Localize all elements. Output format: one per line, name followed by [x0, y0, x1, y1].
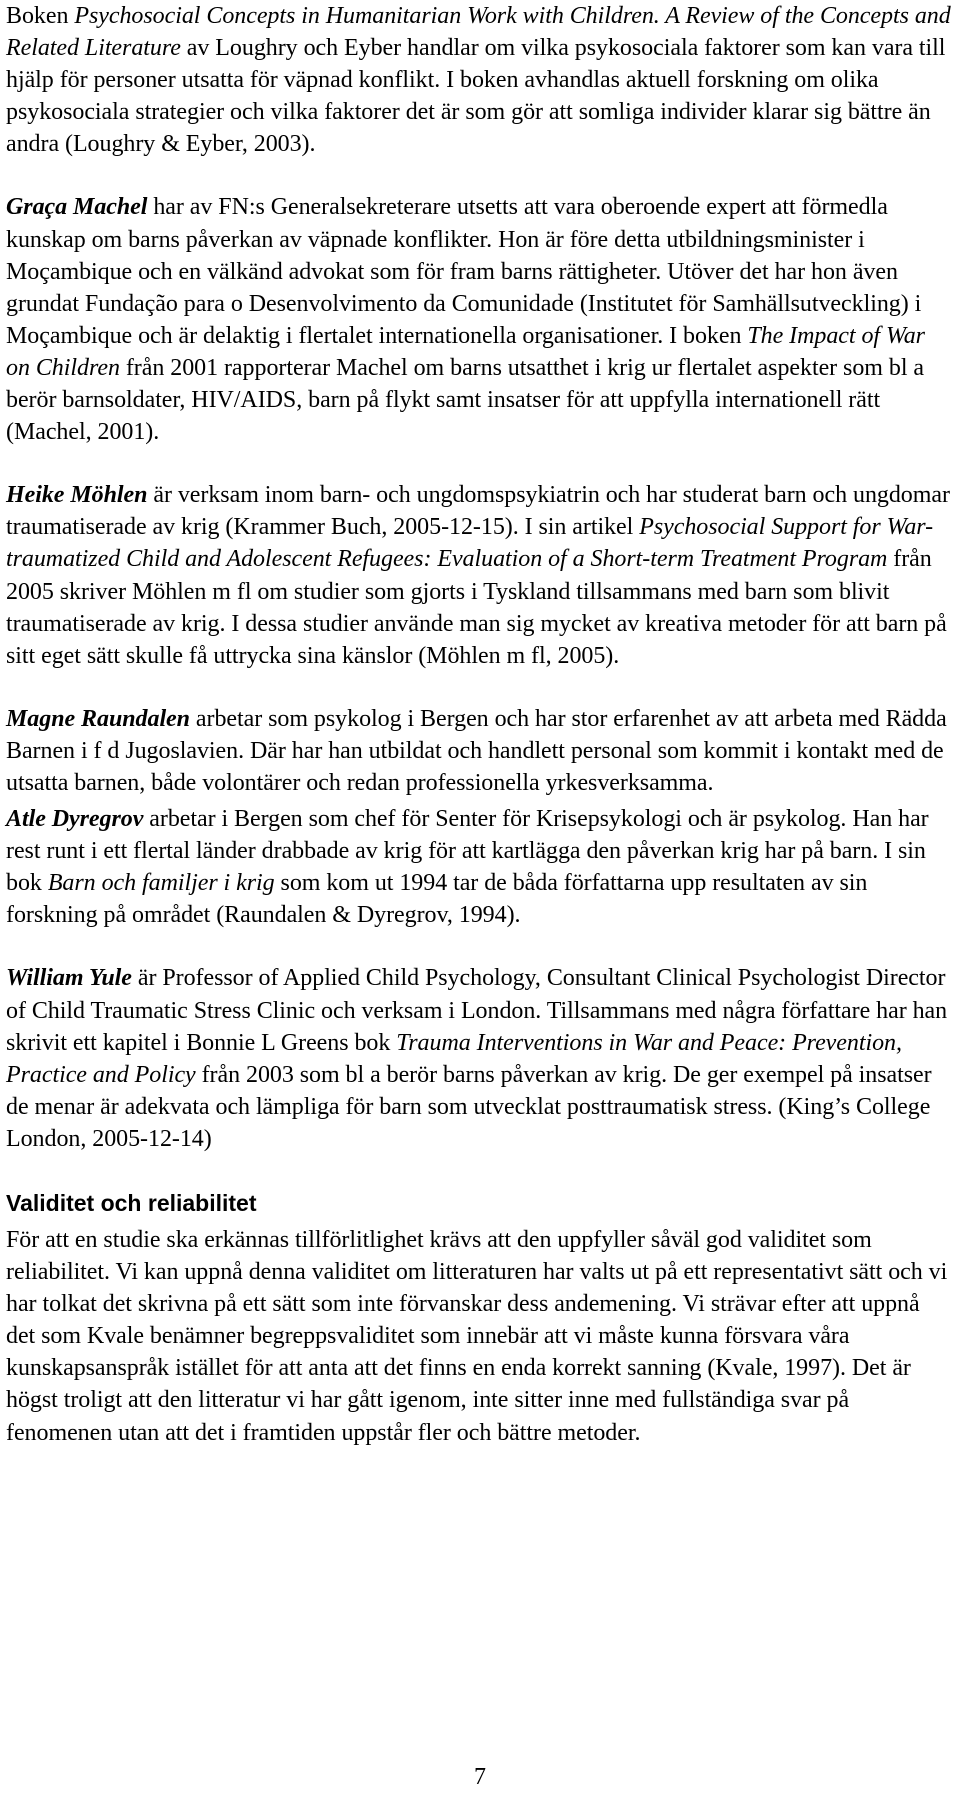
text-segment: arbetar i Bergen som chef för Senter för Krisepsykologi och är psykolog. Han har rest runt i ett flertal länder drabbade av krig för att kartlägga den påverkan krig har på barn. I sin bok — [6, 806, 929, 897]
book-title: Psychosocial Concepts in Humanitarian Work with Children. A Review of the Concepts and Related Literature — [6, 3, 951, 62]
paragraph-machel — [6, 191, 954, 448]
document-page — [6, 0, 954, 1449]
text-segment: från 2005 skriver Möhlen m fl om studier som gjorts i Tyskland tillsammans med barn som blivit traumatiserade av krig. I dessa studier använde man sig mycket av kreativa metoder för att barn på sitt eget sätt skulle få uttrycka sina känslor (Möhlen m fl, 2005). — [6, 546, 947, 669]
text-segment: från 2003 som bl a berör barns påverkan av krig. De ger exempel på insatser de menar är adekvata och lämpliga för barn som utvecklat posttraumatisk stress. (King’s College London, 2005-12-14) — [6, 1061, 932, 1152]
text-segment: som kom ut 1994 tar de båda författarna upp resultaten av sin forskning på området (Raundalen & Dyregrov, 1994). — [6, 870, 868, 929]
author-name: William Yule — [6, 965, 132, 992]
book-title: Trauma Interventions in War and Peace: Prevention, Practice and Policy — [6, 1029, 902, 1088]
author-name: Graça Machel — [6, 194, 148, 221]
author-name: Atle Dyregrov — [6, 806, 144, 833]
text-segment: från 2001 rapporterar Machel om barns utsatthet i krig ur flertalet aspekter som bl a berör barnsoldater, HIV/AIDS, barn på flykt samt insatser för att uppfylla internationell rätt (Machel, 2001). — [6, 354, 924, 446]
author-name: Magne Raundalen — [6, 705, 190, 732]
book-title: The Impact of War on Children — [6, 322, 925, 381]
paragraph-validity: För att en studie ska erkännas tillförlitlighet krävs att den uppfyller såväl god validitet som reliabilitet. Vi kan uppnå denna validitet om litteraturen har valts ut på ett representativt sätt och vi har tolkat det skrivna på ett sätt som inte förvanskar dess andemening. Vi strävar efter att uppnå det som Kvale benämner begreppsvaliditet som innebär att vi måste kunna försvara våra kunskapsanspråk istället för att anta att det finns en enda korrekt sanning (Kvale, 1997). Det är högst troligt att den litteratur vi har gått igenom, inte sitter inne med fullständiga svar på fenomenen utan att det i framtiden uppstår fler och bättre metoder. — [6, 1227, 948, 1446]
text-segment: av Loughry och Eyber handlar om vilka psykosociala faktorer som kan vara till hjälp för personer utsatta för väpnad konflikt. I boken avhandlas aktuell forskning om olika psykosociala strategier och vilka faktorer det är som gör att somliga individer klarar sig bättre än andra (Loughry & Eyber, 2003). — [6, 35, 946, 158]
text-segment: har av FN:s Generalsekreterare utsetts att vara oberoende expert att förmedla kunskap om barns påverkan av väpnade konflikter. Hon är före detta utbildningsminister i Moçambique och en välkänd advokat som för fram barns rättigheter. Utöver det har hon även grundat Fundação para o Desenvolvimento da Comunidade (Institutet för Samhällsutveckling) i Moçambique och är delaktig i flertalet internationella organisationer. I boken — [6, 194, 922, 349]
text-segment: är verksam inom barn- och ungdomspsykiatrin och har studerat barn och ungdomar traumatiserade av krig (Krammer Buch, 2005-12-15). I sin artikel — [6, 482, 950, 541]
text-segment: arbetar som psykolog i Bergen och har stor erfarenhet av att arbeta med Rädda Barnen i f d Jugoslavien. Där har han utbildat och handlett personal som kommit i kontakt med de utsatta barnen, både volontärer och redan professionella yrkesverksamma. — [6, 705, 947, 796]
paragraph-raundalen — [6, 703, 954, 799]
text-segment: är Professor of Applied Child Psychology, Consultant Clinical Psychologist Director of Child Traumatic Stress Clinic och verksam i London. Tillsammans med några författare har han skrivit ett kapitel i Bonnie L Greens bok — [6, 965, 948, 1056]
paragraph-yule — [6, 962, 954, 1155]
article-title: Psychosocial Support for War-traumatized Child and Adolescent Refugees: Evaluation of a Short-term Treatment Program — [6, 514, 934, 573]
paragraph-dyregrov — [6, 803, 954, 931]
author-name: Heike Möhlen — [6, 482, 148, 509]
text-segment: Boken — [6, 3, 75, 29]
section-heading: Validitet och reliabilitet — [6, 1190, 257, 1216]
page-number: 7 — [474, 1764, 486, 1790]
paragraph-mohlen — [6, 479, 954, 672]
book-title: Barn och familjer i krig — [47, 870, 275, 897]
paragraph-loughry-eyber — [6, 0, 954, 160]
